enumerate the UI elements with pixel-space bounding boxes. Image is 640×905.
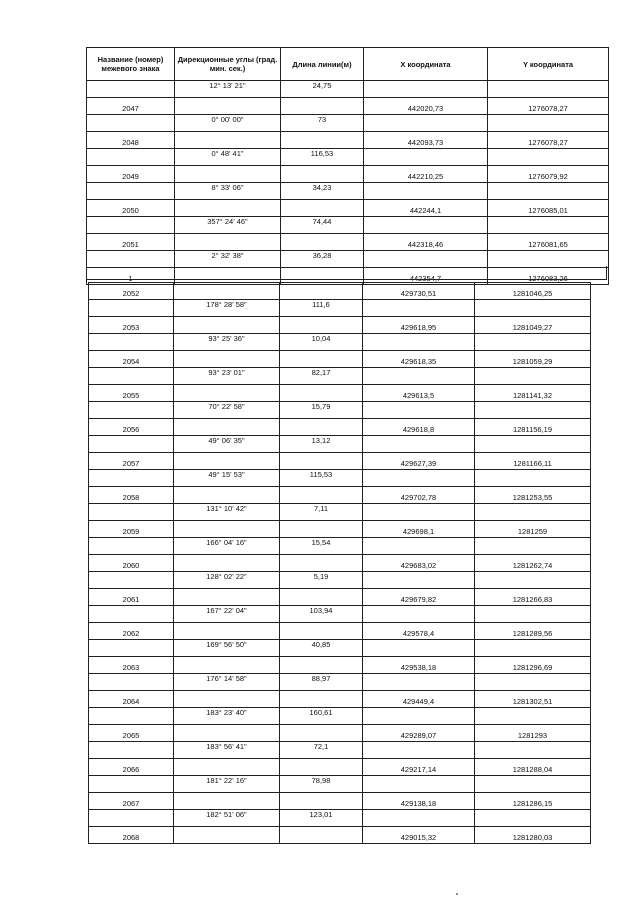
x-coordinate-cell — [363, 776, 475, 793]
point-row — [89, 793, 591, 810]
point-name-cell — [89, 470, 174, 487]
point-name-cell — [89, 640, 174, 657]
x-coordinate-cell — [363, 334, 475, 351]
y-coordinate-cell: 1281059,29 — [475, 351, 591, 368]
point-name-cell: 2065 — [89, 725, 174, 742]
length-cell — [280, 589, 363, 606]
angle-cell — [174, 555, 280, 572]
x-coordinate-cell: 429613,5 — [363, 385, 475, 402]
point-name-cell: 2068 — [89, 827, 174, 844]
y-coordinate-cell: 1281293 — [475, 725, 591, 742]
segment-row — [89, 674, 591, 691]
y-coordinate-cell: 1281156,19 — [475, 419, 591, 436]
point-name-cell — [87, 183, 175, 200]
y-coordinate-cell — [475, 402, 591, 419]
length-cell — [280, 419, 363, 436]
point-row — [87, 166, 609, 183]
segment-row — [87, 217, 609, 234]
y-coordinate-cell — [475, 334, 591, 351]
segment-row — [89, 776, 591, 793]
y-coordinate-cell — [475, 300, 591, 317]
segment-row — [89, 742, 591, 759]
point-name-cell: 2063 — [89, 657, 174, 674]
length-cell — [280, 623, 363, 640]
segment-row — [89, 504, 591, 521]
point-name-cell: 2047 — [87, 98, 175, 115]
x-coordinate-cell — [363, 368, 475, 385]
y-coordinate-cell — [475, 368, 591, 385]
point-row — [89, 283, 591, 300]
segment-row — [89, 300, 591, 317]
length-cell: 24,75 — [281, 81, 364, 98]
y-coordinate-cell: 1281049,27 — [475, 317, 591, 334]
x-coordinate-cell: 442020,73 — [364, 98, 488, 115]
y-coordinate-cell — [475, 708, 591, 725]
length-cell — [281, 166, 364, 183]
point-name-cell — [87, 217, 175, 234]
point-name-cell — [89, 708, 174, 725]
y-coordinate-cell: 1281253,55 — [475, 487, 591, 504]
x-coordinate-cell: 429449,4 — [363, 691, 475, 708]
y-coordinate-cell — [488, 217, 609, 234]
length-cell — [280, 283, 363, 300]
x-coordinate-cell: 429627,39 — [363, 453, 475, 470]
length-cell — [281, 234, 364, 251]
angle-cell: 128° 02' 22" — [174, 572, 280, 589]
length-cell: 160,61 — [280, 708, 363, 725]
point-name-cell — [89, 606, 174, 623]
segment-row — [89, 538, 591, 555]
coordinates-table-bottom — [88, 282, 591, 844]
length-cell: 72,1 — [280, 742, 363, 759]
angle-cell: 166° 04' 16" — [174, 538, 280, 555]
angle-cell — [174, 657, 280, 674]
point-name-cell — [89, 504, 174, 521]
y-coordinate-cell — [475, 436, 591, 453]
x-coordinate-cell — [364, 217, 488, 234]
table-body-top — [87, 81, 609, 285]
coordinates-table-top — [86, 47, 609, 285]
y-coordinate-cell — [488, 115, 609, 132]
header-y: Y координата — [488, 48, 609, 81]
angle-cell: 181° 22' 16" — [174, 776, 280, 793]
length-cell — [280, 555, 363, 572]
point-name-cell: 2053 — [89, 317, 174, 334]
y-coordinate-cell: 1281286,15 — [475, 793, 591, 810]
angle-cell — [174, 691, 280, 708]
x-coordinate-cell — [364, 251, 488, 268]
length-cell — [280, 691, 363, 708]
segment-row — [89, 810, 591, 827]
length-cell — [281, 98, 364, 115]
length-cell: 34,23 — [281, 183, 364, 200]
point-row — [87, 98, 609, 115]
angle-cell — [175, 234, 281, 251]
point-name-cell: 2056 — [89, 419, 174, 436]
point-name-cell — [89, 402, 174, 419]
x-coordinate-cell: 429618,35 — [363, 351, 475, 368]
length-cell: 7,11 — [280, 504, 363, 521]
point-row — [87, 234, 609, 251]
point-row — [89, 657, 591, 674]
x-coordinate-cell: 429217,14 — [363, 759, 475, 776]
x-coordinate-cell: 429730,51 — [363, 283, 475, 300]
y-coordinate-cell: 1276079,92 — [488, 166, 609, 183]
y-coordinate-cell — [475, 606, 591, 623]
length-cell: 78,98 — [280, 776, 363, 793]
y-coordinate-cell: 1276078,27 — [488, 132, 609, 149]
x-coordinate-cell — [363, 436, 475, 453]
length-cell — [280, 351, 363, 368]
x-coordinate-cell — [363, 538, 475, 555]
point-name-cell: 1 — [87, 268, 175, 285]
y-coordinate-cell — [475, 504, 591, 521]
x-coordinate-cell — [363, 470, 475, 487]
length-cell — [281, 132, 364, 149]
x-coordinate-cell: 429679,82 — [363, 589, 475, 606]
x-coordinate-cell: 429618,8 — [363, 419, 475, 436]
point-name-cell — [87, 81, 175, 98]
point-row — [89, 419, 591, 436]
y-coordinate-cell — [475, 674, 591, 691]
segment-row — [87, 149, 609, 166]
point-name-cell: 2057 — [89, 453, 174, 470]
x-coordinate-cell — [363, 674, 475, 691]
angle-cell — [174, 419, 280, 436]
header-angle: Дирекционные углы (град. мин. сек.) — [175, 48, 281, 81]
length-cell — [281, 200, 364, 217]
angle-cell — [174, 487, 280, 504]
angle-cell: 8° 33' 06" — [175, 183, 281, 200]
angle-cell: 357° 24' 46" — [175, 217, 281, 234]
x-coordinate-cell: 429683,02 — [363, 555, 475, 572]
point-row — [89, 759, 591, 776]
y-coordinate-cell: 1276085,01 — [488, 200, 609, 217]
point-name-cell: 2050 — [87, 200, 175, 217]
point-name-cell: 2062 — [89, 623, 174, 640]
length-cell — [280, 793, 363, 810]
segment-row — [89, 402, 591, 419]
point-row — [89, 555, 591, 572]
point-row — [89, 623, 591, 640]
y-coordinate-cell: 1281296,69 — [475, 657, 591, 674]
point-row — [89, 385, 591, 402]
x-coordinate-cell — [363, 708, 475, 725]
y-coordinate-cell: 1281046,25 — [475, 283, 591, 300]
x-coordinate-cell: 429702,78 — [363, 487, 475, 504]
y-coordinate-cell — [475, 776, 591, 793]
header-x: X координата — [364, 48, 488, 81]
angle-cell — [175, 166, 281, 183]
point-name-cell: 2064 — [89, 691, 174, 708]
angle-cell — [174, 759, 280, 776]
x-coordinate-cell: 442354,7 — [364, 268, 488, 285]
segment-row — [89, 436, 591, 453]
angle-cell: 182° 51' 06" — [174, 810, 280, 827]
point-name-cell: 2061 — [89, 589, 174, 606]
x-coordinate-cell: 429289,07 — [363, 725, 475, 742]
point-row — [89, 317, 591, 334]
angle-cell — [175, 98, 281, 115]
length-cell — [280, 521, 363, 538]
y-coordinate-cell: 1276078,27 — [488, 98, 609, 115]
angle-cell: 176° 14' 58" — [174, 674, 280, 691]
point-name-cell: 2067 — [89, 793, 174, 810]
angle-cell: 0° 00' 00" — [175, 115, 281, 132]
point-name-cell — [89, 368, 174, 385]
point-name-cell — [87, 149, 175, 166]
point-name-cell: 2066 — [89, 759, 174, 776]
x-coordinate-cell — [364, 81, 488, 98]
length-cell: 10,04 — [280, 334, 363, 351]
angle-cell — [174, 827, 280, 844]
y-coordinate-cell — [475, 810, 591, 827]
length-cell: 123,01 — [280, 810, 363, 827]
y-coordinate-cell: 1281141,32 — [475, 385, 591, 402]
y-coordinate-cell — [475, 572, 591, 589]
angle-cell — [174, 793, 280, 810]
header-length: Длина линии(м) — [281, 48, 364, 81]
segment-row — [89, 606, 591, 623]
point-row — [89, 453, 591, 470]
x-coordinate-cell: 429538,18 — [363, 657, 475, 674]
segment-row — [89, 368, 591, 385]
y-coordinate-cell: 1276083,26 — [488, 268, 609, 285]
table-separator-row — [86, 266, 607, 280]
length-cell — [280, 317, 363, 334]
y-coordinate-cell — [475, 742, 591, 759]
x-coordinate-cell: 442093,73 — [364, 132, 488, 149]
length-cell: 40,85 — [280, 640, 363, 657]
segment-row — [89, 572, 591, 589]
angle-cell — [174, 623, 280, 640]
point-name-cell: 2054 — [89, 351, 174, 368]
point-name-cell — [89, 674, 174, 691]
length-cell: 5,19 — [280, 572, 363, 589]
angle-cell — [174, 725, 280, 742]
x-coordinate-cell — [363, 742, 475, 759]
point-row — [89, 827, 591, 844]
table-header-row — [87, 48, 609, 81]
point-row — [89, 691, 591, 708]
segment-row — [89, 708, 591, 725]
x-coordinate-cell — [363, 810, 475, 827]
scan-speck — [456, 893, 458, 895]
point-name-cell: 2055 — [89, 385, 174, 402]
length-cell: 111,6 — [280, 300, 363, 317]
point-name-cell: 2049 — [87, 166, 175, 183]
point-name-cell — [89, 742, 174, 759]
angle-cell: 178° 28' 58" — [174, 300, 280, 317]
point-name-cell — [89, 334, 174, 351]
length-cell: 74,44 — [281, 217, 364, 234]
angle-cell — [175, 200, 281, 217]
length-cell — [280, 487, 363, 504]
x-coordinate-cell — [364, 149, 488, 166]
x-coordinate-cell — [363, 504, 475, 521]
segment-row — [87, 81, 609, 98]
angle-cell: 70° 22' 58" — [174, 402, 280, 419]
segment-row — [87, 183, 609, 200]
point-name-cell — [89, 810, 174, 827]
x-coordinate-cell — [364, 115, 488, 132]
y-coordinate-cell — [488, 183, 609, 200]
y-coordinate-cell: 1281262,74 — [475, 555, 591, 572]
length-cell — [280, 657, 363, 674]
angle-cell — [174, 385, 280, 402]
y-coordinate-cell: 1281266,83 — [475, 589, 591, 606]
angle-cell: 93° 23' 01" — [174, 368, 280, 385]
angle-cell: 2° 32' 38" — [175, 251, 281, 268]
length-cell: 103,94 — [280, 606, 363, 623]
point-name-cell: 2060 — [89, 555, 174, 572]
point-name-cell — [89, 538, 174, 555]
length-cell — [280, 385, 363, 402]
angle-cell — [174, 283, 280, 300]
angle-cell — [174, 589, 280, 606]
point-row — [89, 725, 591, 742]
y-coordinate-cell — [488, 81, 609, 98]
angle-cell: 183° 23' 40" — [174, 708, 280, 725]
length-cell: 115,53 — [280, 470, 363, 487]
point-name-cell — [87, 251, 175, 268]
length-cell: 36,28 — [281, 251, 364, 268]
point-name-cell: 2059 — [89, 521, 174, 538]
y-coordinate-cell: 1276081,65 — [488, 234, 609, 251]
angle-cell: 131° 10' 42" — [174, 504, 280, 521]
y-coordinate-cell: 1281302,51 — [475, 691, 591, 708]
y-coordinate-cell: 1281166,11 — [475, 453, 591, 470]
point-name-cell — [89, 572, 174, 589]
point-name-cell: 2051 — [87, 234, 175, 251]
y-coordinate-cell — [488, 251, 609, 268]
length-cell: 15,54 — [280, 538, 363, 555]
y-coordinate-cell — [488, 149, 609, 166]
length-cell — [280, 453, 363, 470]
angle-cell — [175, 132, 281, 149]
length-cell: 15,79 — [280, 402, 363, 419]
angle-cell — [174, 453, 280, 470]
point-name-cell — [87, 115, 175, 132]
angle-cell: 49° 06' 35" — [174, 436, 280, 453]
header-name: Название (номер) межевого знака — [87, 48, 175, 81]
angle-cell: 183° 56' 41" — [174, 742, 280, 759]
x-coordinate-cell: 442318,46 — [364, 234, 488, 251]
x-coordinate-cell: 429015,32 — [363, 827, 475, 844]
segment-row — [89, 470, 591, 487]
length-cell: 116,53 — [281, 149, 364, 166]
segment-row — [87, 115, 609, 132]
point-row — [89, 589, 591, 606]
segment-row — [89, 640, 591, 657]
x-coordinate-cell: 429138,18 — [363, 793, 475, 810]
length-cell — [280, 827, 363, 844]
angle-cell: 167° 22' 04" — [174, 606, 280, 623]
x-coordinate-cell — [363, 640, 475, 657]
point-name-cell — [89, 776, 174, 793]
length-cell: 13,12 — [280, 436, 363, 453]
length-cell — [280, 759, 363, 776]
angle-cell: 12° 13' 21" — [175, 81, 281, 98]
y-coordinate-cell: 1281289,56 — [475, 623, 591, 640]
point-row — [89, 351, 591, 368]
point-name-cell: 2048 — [87, 132, 175, 149]
angle-cell — [174, 351, 280, 368]
length-cell: 73 — [281, 115, 364, 132]
angle-cell — [174, 317, 280, 334]
x-coordinate-cell: 429618,95 — [363, 317, 475, 334]
y-coordinate-cell: 1281259 — [475, 521, 591, 538]
point-row — [89, 487, 591, 504]
y-coordinate-cell — [475, 470, 591, 487]
angle-cell: 169° 56' 50" — [174, 640, 280, 657]
y-coordinate-cell: 1281288,04 — [475, 759, 591, 776]
point-row — [87, 132, 609, 149]
point-name-cell — [89, 436, 174, 453]
angle-cell: 49° 15' 53" — [174, 470, 280, 487]
y-coordinate-cell — [475, 640, 591, 657]
point-name-cell — [89, 300, 174, 317]
y-coordinate-cell: 1281280,03 — [475, 827, 591, 844]
point-name-cell: 2052 — [89, 283, 174, 300]
table-body-bottom — [89, 283, 591, 844]
length-cell: 88,97 — [280, 674, 363, 691]
angle-cell: 0° 48' 41" — [175, 149, 281, 166]
length-cell — [280, 725, 363, 742]
point-row — [87, 200, 609, 217]
angle-cell — [174, 521, 280, 538]
y-coordinate-cell — [475, 538, 591, 555]
x-coordinate-cell: 442210,25 — [364, 166, 488, 183]
x-coordinate-cell: 429578,4 — [363, 623, 475, 640]
x-coordinate-cell — [363, 606, 475, 623]
x-coordinate-cell: 429698,1 — [363, 521, 475, 538]
x-coordinate-cell — [363, 300, 475, 317]
angle-cell: 93° 25' 36" — [174, 334, 280, 351]
x-coordinate-cell — [364, 183, 488, 200]
point-name-cell: 2058 — [89, 487, 174, 504]
segment-row — [89, 334, 591, 351]
length-cell: 82,17 — [280, 368, 363, 385]
x-coordinate-cell — [363, 572, 475, 589]
x-coordinate-cell — [363, 402, 475, 419]
segment-row — [87, 251, 609, 268]
point-row — [89, 521, 591, 538]
x-coordinate-cell: 442244,1 — [364, 200, 488, 217]
